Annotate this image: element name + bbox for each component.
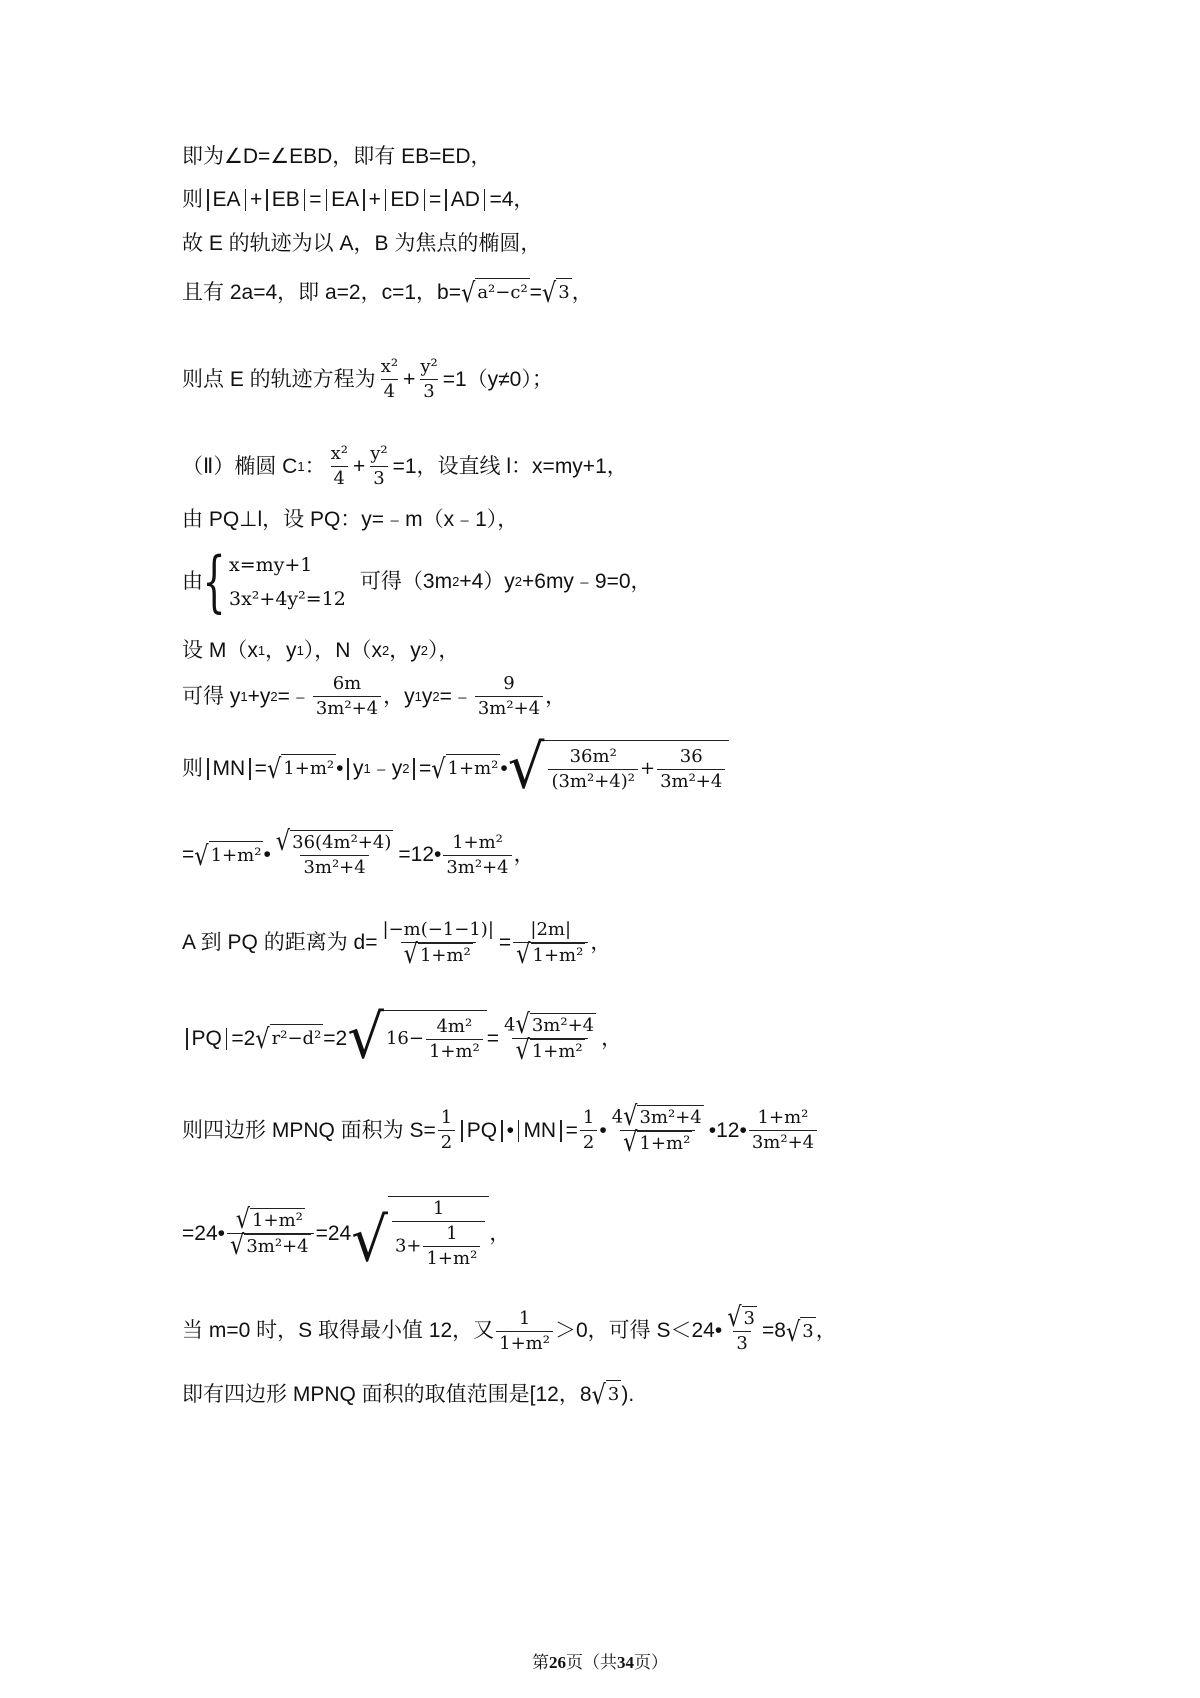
line-15: 则四边形 MPNQ 面积为 S= $\frac{1}{2}$ PQ • MN = $\frac{1}{2}$ • 4 √ 3m²+4 √ 1+m² •12• $\frac{\text{1+m²}}{\text{3m²+4}}$ xyxy=(182,1105,819,1156)
sqrt-nested: √ 1 3+ $\frac{1}{\text{1+m²}}$ xyxy=(351,1196,489,1271)
sqrt-3-b: √ 3 xyxy=(785,1316,814,1348)
frac-4sqrt-b: 4 √ 3m²+4 √ 1+m² xyxy=(611,1100,702,1158)
frac-sqrt-ratio: √ 1+m² √ 3m²+4 xyxy=(227,1208,314,1259)
frac-1m2: $\frac{\text{1+m²}}{\text{3m²+4}}$ xyxy=(443,831,511,880)
line-1: 即为∠D=∠EBD，即有 EB=ED， xyxy=(182,145,492,168)
frac-y2-3: $\frac{\text{y²}}{3}$ xyxy=(420,356,438,402)
line-14: PQ =2 √ r²−d² =2 √ 16− $\frac{\text{4m²}}{\text{1+m²}}$ = 4 √ 3m²+4 √ 1+m² ， xyxy=(182,1010,622,1068)
line-3: 故 E 的轨迹为以 A，B 为焦点的椭圆， xyxy=(182,232,542,255)
frac-4sqrt: 4 √ 3m²+4 √ 1+m² xyxy=(504,1008,595,1067)
sqrt-1-m2: √ 1+m² xyxy=(266,753,335,786)
frac-x2-4: $\frac{\text{x²}}{4}$ xyxy=(380,356,399,402)
frac-2m: |2m| √ 1+m² xyxy=(513,918,588,968)
sqrt-1-m2-b: √ 1+m² xyxy=(431,753,499,786)
frac-9: $\frac{9}{\text{3m²+4}}$ xyxy=(475,672,543,721)
line-12: = √ 1+m² • √ 36(4m²+4) 3m²+4 =12• $\frac{\text{1+m²}}{\text{3m²+4}}$ ， xyxy=(182,825,535,878)
line-7: 由 PQ⊥l，设 PQ：y=﹣m（x﹣1）， xyxy=(182,508,519,531)
sqrt-1-m2-c: √ 1+m² xyxy=(194,840,262,872)
line-13: A 到 PQ 的距离为 d= |−m(−1−1)| √ 1+m² = |2m| √ 1+m² ， xyxy=(182,919,612,970)
line-18: 即有四边形 MPNQ 面积的取值范围是[12，8 √ 3 ). xyxy=(182,1379,635,1411)
frac-x2-4-b: $\frac{\text{x²}}{4}$ xyxy=(330,443,348,489)
sqrt-r2-d2: √ r²−d² xyxy=(255,1023,322,1056)
frac-sqrt36: √ 36(4m²+4) 3m²+4 xyxy=(275,825,392,878)
line-5: 则点 E 的轨迹方程为 $\frac{\text{x²}}{4}$ + $\frac{\text{y²}}{3}$ =1（y≠0）； xyxy=(182,356,553,402)
line-17: 当 m=0 时，S 取得最小值 12，又 $\frac{1}{\text{1+m²}}$ ＞0，可得 S＜24• √ 3 3 =8 √ 3 ， xyxy=(182,1301,837,1354)
sqrt-a2-c2: √ a²−c² xyxy=(460,277,528,309)
frac-1m2-b: $\frac{\text{1+m²}}{\text{3m²+4}}$ xyxy=(749,1106,817,1155)
sqrt-big-sum: √ $\frac{\text{36m²}}{\text{(3m²+4)²}}$ + $\frac{36}{\text{3m²+4}}$ xyxy=(508,740,730,798)
line-16: =24• √ 1+m² √ 3m²+4 =24 √ 1 3+ $\frac{1}{\text{1+m²}}$ ， xyxy=(182,1198,511,1276)
sqrt-16: √ 16− $\frac{\text{4m²}}{\text{1+m²}}$ xyxy=(347,1010,487,1068)
frac-dist: |−m(−1−1)| √ 1+m² xyxy=(382,919,494,970)
page-footer: 第26页（共34页） xyxy=(532,1653,668,1672)
frac-sqrt3-3: √ 3 3 xyxy=(727,1301,755,1354)
equation-system: { x=my+1 3x²+4y²=12 xyxy=(202,543,346,620)
sqrt-3: √ 3 xyxy=(541,277,570,309)
line-8: 由 { x=my+1 3x²+4y²=12 可得（3m 2 +4）y 2 +6my﹣9=0， xyxy=(182,543,652,620)
frac-6m: $\frac{6m}{\text{3m²+4}}$ xyxy=(313,672,381,721)
frac-y2-3-b: $\frac{\text{y²}}{3}$ xyxy=(370,443,388,489)
frac-1-over: $\frac{1}{\text{1+m²}}$ xyxy=(496,1307,553,1356)
line-11: 则 MN = √ 1+m² • y 1 ﹣y 2 = √ 1+m² • √ $\frac{\text{36m²}}{\text{(3m²+4)²}}$ + $\frac{36}{\text{3m²+4}}$ xyxy=(182,740,729,798)
line-4: 且有 2a=4，即 a=2，c=1，b= √ a²−c² = √ 3 ， xyxy=(182,277,593,309)
line-2: 则 EA + EB = EA + ED = AD =4， xyxy=(182,188,535,211)
frac-half-b: $\frac{1}{2}$ xyxy=(580,1106,597,1155)
line-9: 设 M（x 1 ，y 1 ），N（x 2 ，y 2 ）， xyxy=(182,639,460,662)
sqrt-3-c: √ 3 xyxy=(591,1379,620,1411)
line-6: （Ⅱ）椭圆 C 1 ： $\frac{\text{x²}}{4}$ + $\frac{\text{y²}}{3}$ =1，设直线 l：x=my+1， xyxy=(182,443,628,489)
frac-half: $\frac{1}{2}$ xyxy=(438,1106,455,1155)
line-10: 可得 y 1 +y 2 =﹣ $\frac{6m}{\text{3m²+4}}$ ，y 1 y 2 =﹣ $\frac{9}{\text{3m²+4}}$ ， xyxy=(182,673,567,719)
